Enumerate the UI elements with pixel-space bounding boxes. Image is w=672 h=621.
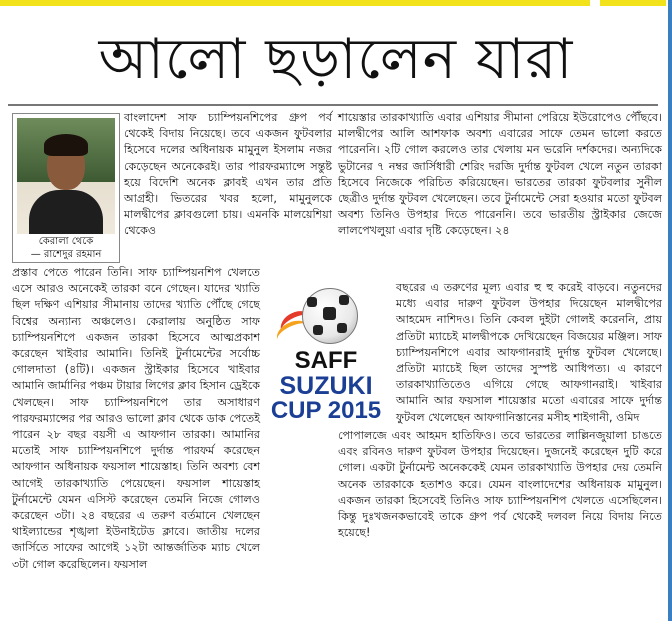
top-color-bar — [0, 0, 672, 14]
column-1-bottom — [12, 265, 260, 617]
logo-cup-year: CUP 2015 — [270, 397, 382, 424]
paragraph: বছরের এ তরুণের মূল্য এবার হু হু করেই বাড়বে। নতুনদের মধ্যে এবার দারুণ ফুটবল উপহার দিয়েছেন মালদ্বীপের আহমেদ নাশিদও। তিনি কেবল দুইটা গোলই করেননি, প্রায় প্রতিটা ম্যাচেই মালদ্বীপকে দেখিয়েছেন বিজয়ের মঞ্জিল। সাফ চ্যাম্পিয়নশিপে এবার আফগানরাই দুর্দান্ত ফুটবল খেলেছে। প্রতিটা ম্যাচেই ছিল তাদের সুস্পষ্ট আধিপত্য। এ কারণে তারকাখ্যাতিতেও এগিয়ে গেছে আফগানরাই। খাইবার আমানি আর ফয়সাল শায়েস্তার মতো এবারের সাফে দুর্দান্ত ফুটবল খেলেছেন আফগানিস্তানের মসীহ শাইগানী, ওমিদ — [396, 281, 662, 424]
column-1-top — [124, 110, 332, 260]
column-2-bottom — [338, 428, 662, 618]
byline-author: — রাশেদুর রহমান — [30, 249, 102, 260]
author-photo-shirt — [29, 190, 103, 234]
column-2-top — [338, 110, 662, 276]
author-photo-hair — [44, 134, 88, 156]
saff-suzuki-cup-logo — [262, 282, 390, 430]
column-2-wrap — [396, 280, 662, 426]
top-color-strip-right — [600, 0, 666, 6]
author-photo — [17, 118, 115, 234]
paragraph: পোপালজে এবং আহমদ হাতিফিও। তবে ভারতের লাল্লিনজুয়ালা চাঙতে এবং রবিনও দারুণ ফুটবল উপহার দিয়েছেন। দুজনেই করেছেন দুটি করে গোল। একটা টুর্নামেন্ট অনেককেই যেমন তারকাখ্যাতি উপহার দেয় তেমনি অনেক তারকাকে হতাশও করে। যেমন বাংলাদেশের অধিনায়ক মামুনুল। একজন তারকা হিসেবেই তিনিও সাফ চ্যাম্পিয়নশিপ খেলতে এসেছিলেন। কিন্তু দুঃখজনকভাবেই তাকে গ্রুপ পর্ব থেকেই দলবল নিয়ে বিদায় নিতে হয়েছে! — [338, 429, 662, 540]
author-photo-box — [12, 113, 120, 263]
headline-divider — [8, 104, 658, 106]
headline: আলো ছড়ালেন যারা — [98, 27, 574, 92]
paragraph: শায়েস্তার তারকাখ্যাতি এবার এশিয়ার সীমানা পেরিয়ে ইউরোপেও পৌঁছবে। মালদ্বীপের আলি আশফাক অবশ্য এবারের সাফে তেমন ভালো করতে পারেননি। ২টি গোল করলেও তার খেলায় মন ভরেনি দর্শকদের। অন্যদিকে ভুটানের ৭ নম্বর জার্সিধারী শেরিং দরজি দুর্দান্ত ফুটবল খেলে নতুন তারকা হিসেবে নিজেকে পরিচিত করিয়েছেন। ভারতের তারকা ফুটবলার সুনীল ছেত্রীও দুর্দান্ত ফুটবল খেলেছেন। তবে টুর্নামেন্টে সেরা হওয়ার মতো ফুটবল অবশ্য তিনিও উপহার দিতে পারেননি। তবে ভারতীয় স্ট্রাইকার জেজে লালপেখলুয়া এবার দৃষ্টি কেড়েছেন। ২৪ — [338, 111, 662, 238]
paragraph: বাংলাদেশ সাফ চ্যাম্পিয়নশিপের গ্রুপ পর্ব থেকেই বিদায় নিয়েছে। তবে একজন ফুটবলার হিসেবে দলের অধিনায়ক মামুনুল ইসলাম নজর কেড়েছেন অনেকেরই। তার পারফরম্যান্সে সন্তুষ্ট হয়ে বিদেশি অনেক ক্লাবই এখন তার প্রতি আগ্রহী। ভিতরের খবর হলো, মামুনুলকে মালদ্বীপের ক্লাবগুলো চায়। এমনকি মালয়েশিয়া থেকেও — [124, 111, 332, 238]
football-icon — [302, 288, 358, 344]
paragraph: প্রস্তাব পেতে পারেন তিনি। সাফ চ্যাম্পিয়নশিপ খেলতে এসে আরও অনেকেই তারকা বনে গেছেন। যাদের খ্যাতি ছিল দক্ষিণ এশিয়ার সীমানায় তাদের খ্যাতি পৌঁছে গেছে বিশ্বের অন্যান্য অঞ্চলেও। কেরালায় অনুষ্ঠিত সাফ চ্যাম্পিয়নশিপে একজন তারকা হিসেবে আত্মপ্রকাশ করেছেন খাইবার আমানি। তিনিই টুর্নামেন্টের সর্বোচ্চ গোলদাতা (৪টি)। একজন স্ট্রাইকার হিসেবে খাইবার আমানি জার্মানির পঞ্চম টায়ার লিগের ক্লাব হিসান ড্রেইকে খেলছেন। সাফ চ্যাম্পিয়নশিপে তার অসাধারণ পারফরম্যান্সের পর আরও ভালো ক্লাব থেকে ডাক পেতেই পারেন ২৮ বছর বয়সী এ আফগান তারকা। আমানির মতোই সাফ চ্যাম্পিয়নশিপে দুর্দান্ত পারফর্ম করেছেন আফগান অধিনায়ক ফয়সাল শায়েস্তাহ। তিনি অবশ্য বেশ আগেই তারকাখ্যাতি পেয়েছেন। ফয়সাল শায়েস্তাহ টুর্নামেন্টে যেমন এসিস্ট করেছেন তেমনি নিজে গোলও করেছেন ৩টা। ২৪ বছরের এ তরুণ বর্তমানে খেলছেন থাইল্যান্ডের শৃঙ্খলা ইউনাইটেড ক্লাবে। জাতীয় দলের জার্সিতে সাফের আগেই ১২টা আন্তর্জাতিক ম্যাচ খেলে ৩টা গোল করেছিলেন। ফয়সাল — [12, 266, 260, 571]
top-color-strip — [0, 0, 590, 6]
logo-saff: SAFF — [294, 347, 358, 374]
byline-location: কেরালা থেকে — [38, 236, 94, 247]
logo-suzuki: SUZUKI — [279, 372, 373, 400]
